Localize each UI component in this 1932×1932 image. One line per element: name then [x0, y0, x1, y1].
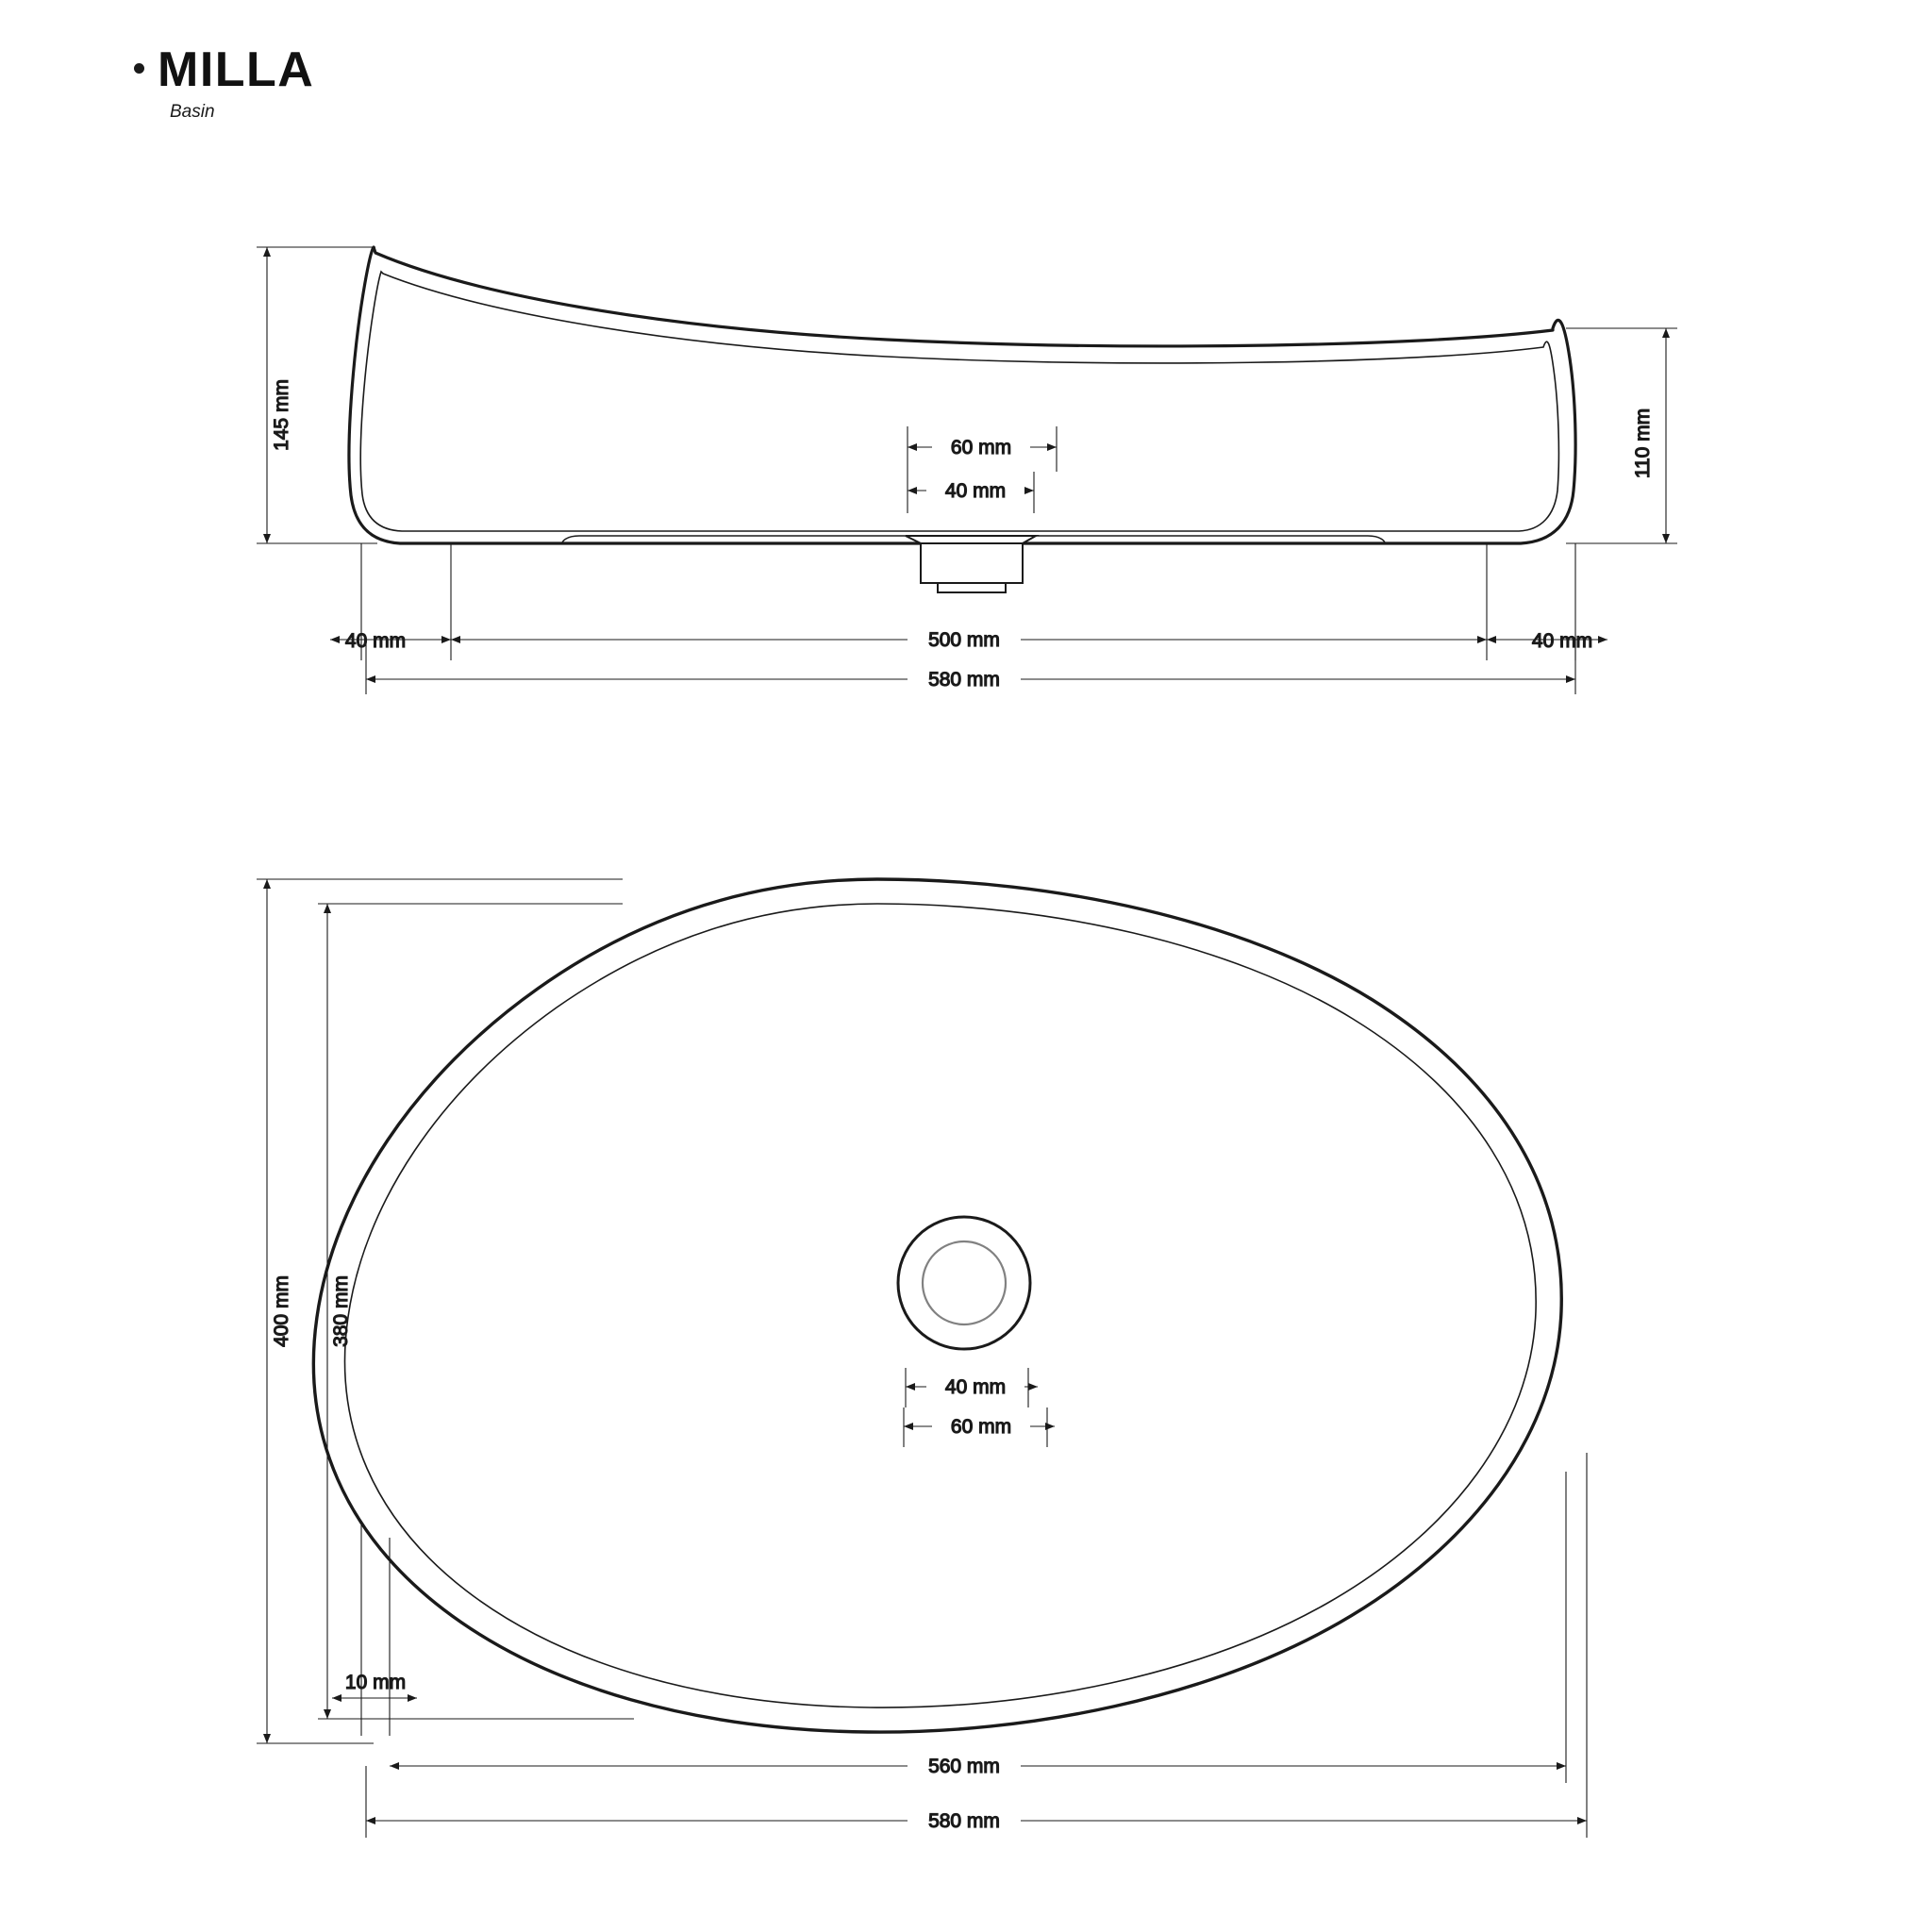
- dim-label-10mm: 10 mm: [344, 1672, 407, 1693]
- dim-label-60mm-front: 60 mm: [950, 437, 1012, 458]
- front-elevation-drain: [906, 536, 1036, 592]
- dim-depth-400: [257, 879, 623, 1743]
- dim-depth-380: [318, 904, 634, 1719]
- dim-label-40mm-plan: 40 mm: [944, 1376, 1007, 1398]
- page-title: MILLA: [158, 42, 315, 97]
- dim-label-40mm-front: 40 mm: [944, 480, 1007, 502]
- dim-rim-10: [332, 1521, 417, 1736]
- top-plan-drain-inner: [923, 1241, 1006, 1324]
- dim-label-500mm: 500 mm: [928, 629, 1000, 651]
- dim-overall-580-plan: [366, 1453, 1587, 1838]
- dim-label-580mm-plan: 580 mm: [928, 1810, 1000, 1832]
- dim-label-560mm: 560 mm: [928, 1756, 1000, 1777]
- dim-inner-560: [318, 1472, 1566, 1783]
- dim-label-380mm: 380 mm: [330, 1275, 352, 1347]
- page-subtitle: Basin: [170, 102, 215, 122]
- dim-label-110mm: 110 mm: [1632, 408, 1654, 479]
- top-plan-drain: [898, 1217, 1030, 1349]
- dim-label-145mm: 145 mm: [271, 379, 292, 451]
- dim-label-40mm-right: 40 mm: [1531, 630, 1593, 652]
- top-plan-inner-rim: [345, 904, 1537, 1707]
- dim-label-40mm-left: 40 mm: [344, 630, 407, 652]
- top-plan-outline: [313, 879, 1561, 1732]
- dim-height-110: [1566, 328, 1677, 543]
- dim-label-580mm-front: 580 mm: [928, 669, 1000, 691]
- dim-label-60mm-plan: 60 mm: [950, 1416, 1012, 1438]
- dim-label-400mm: 400 mm: [271, 1275, 292, 1347]
